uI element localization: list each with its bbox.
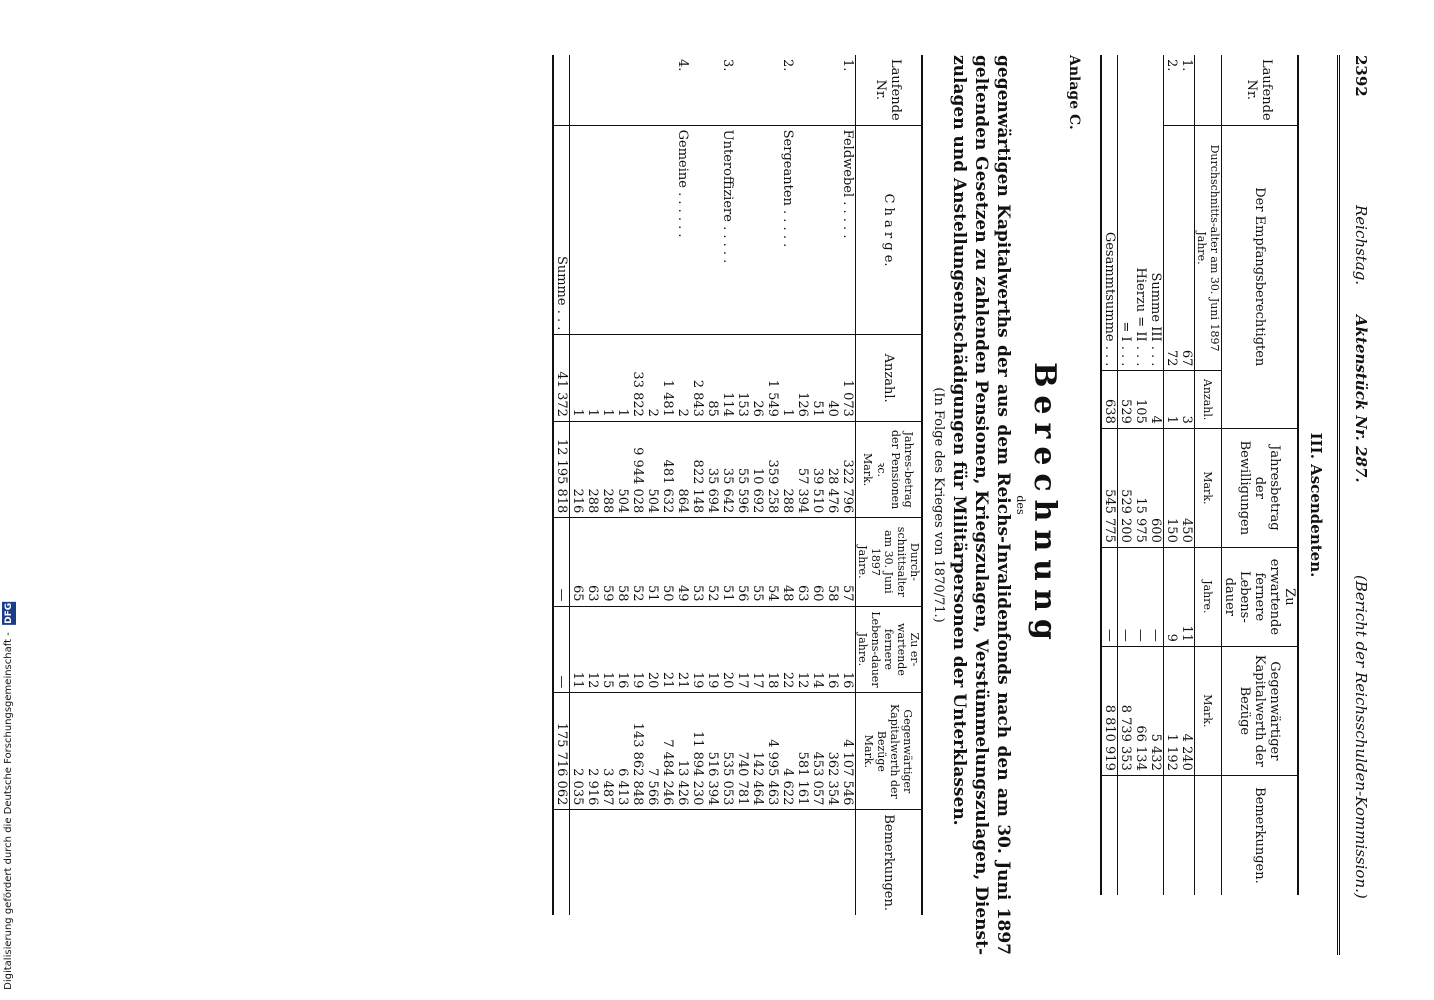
t2-row (615, 55, 630, 915)
t2-durchschnittsalter: 50 (660, 518, 675, 606)
t2-charge (570, 125, 586, 335)
s3-bem (1179, 775, 1195, 895)
t2-durchschnittsalter: 54 (765, 518, 780, 606)
s3-sum-lebensdauer: — (1133, 547, 1148, 646)
t2-jahresbetrag: 288 (600, 421, 615, 517)
t2-nr: 2. (780, 55, 795, 125)
t2-charge: Feldwebel . . . . . (840, 125, 856, 335)
t2-row (645, 55, 660, 915)
s3-sum-jahresbetrag: 529 200 (1118, 428, 1134, 547)
t2-kapitalwerth: 143 862 848 (630, 693, 645, 810)
t2-charge (705, 125, 720, 335)
t2-anzahl: 1 (585, 335, 600, 422)
s3-sum-bem (1118, 775, 1134, 895)
t2-lebensdauer: 16 (825, 606, 840, 693)
t2-durchschnittsalter: 51 (720, 518, 735, 606)
t2-charge: Unteroffiziere . . . . . (720, 125, 735, 335)
s3-alter: 72 (1164, 125, 1180, 371)
t2-bem (615, 810, 630, 915)
s3-nr: 1. (1179, 55, 1195, 125)
t2-lebensdauer: 21 (660, 606, 675, 693)
t2-col-zu (856, 606, 923, 693)
t2-col-zu-label: Zu er-wartende fernere Lebens-dauer (869, 611, 921, 688)
t2-summe-nr (553, 55, 570, 125)
t2-kapitalwerth: 11 894 230 (690, 693, 705, 810)
t2-row (735, 55, 750, 915)
t2-anzahl: 26 (750, 335, 765, 422)
t2-kapitalwerth: 2 035 (570, 693, 586, 810)
t2-charge (825, 125, 840, 335)
t2-kapitalwerth: 7 484 246 (660, 693, 675, 810)
t2-anzahl: 114 (720, 335, 735, 422)
s3-zu-unit: Jahre. (1195, 547, 1222, 646)
t2-anzahl: 51 (810, 335, 825, 422)
t2-lebensdauer: 19 (690, 606, 705, 693)
t2-lebensdauer: 15 (600, 606, 615, 693)
t2-lebensdauer: 19 (630, 606, 645, 693)
t2-jahresbetrag: 288 (585, 421, 600, 517)
t2-nr (690, 55, 705, 125)
t2-kapitalwerth: 362 354 (825, 693, 840, 810)
s3-bem (1164, 775, 1180, 895)
t2-anzahl: 33 822 (630, 335, 645, 422)
t2-row (780, 55, 795, 915)
t2-nr (660, 55, 675, 125)
berechnung-body: gegenwärtigen Kapitalwerths der aus dem Reichs-Invalidenfonds nach den am 30. Juni 1897 geltenden Gesetzen zu zahlenden Pensionen, Kriegszulagen, Verstümmelungszulagen, Dienst-zulagen und Anstellungsentschädigungen für Militärpersonen der Unterklassen. (949, 55, 1013, 956)
t2-jahresbetrag: 55 596 (735, 421, 750, 517)
s3-sum-row (1148, 55, 1164, 895)
s3-unit-durch (1195, 125, 1222, 371)
t2-lebensdauer: 11 (570, 606, 586, 693)
s3-lebensdauer: 11 (1179, 547, 1195, 646)
anlage-label: Anlage C. (1066, 55, 1082, 130)
s3-anzahl: 3 (1179, 371, 1195, 428)
t2-row (600, 55, 615, 915)
s3-sum-anzahl: 4 (1148, 371, 1164, 428)
t2-row (825, 55, 840, 915)
t2-durchschnittsalter: 52 (630, 518, 645, 606)
t2-bem (630, 810, 645, 915)
t2-charge (600, 125, 615, 335)
t2-lebensdauer: 20 (720, 606, 735, 693)
t2-kapitalwerth: 581 161 (795, 693, 810, 810)
s3-kapitalwerth: 1 192 (1164, 646, 1180, 775)
s3-nr: 2. (1164, 55, 1180, 125)
s3-sum-kapitalwerth: 5 432 (1148, 646, 1164, 775)
berechnung-des: des (1014, 495, 1027, 515)
t2-jahresbetrag: 57 394 (795, 421, 810, 517)
t2-bem (570, 810, 586, 915)
t2-charge (645, 125, 660, 335)
t2-charge (690, 125, 705, 335)
t2-nr: 4. (675, 55, 690, 125)
t2-col-jahres-label: Jahres-betrag der Pensionen ꝛc. (875, 429, 916, 510)
t2-bem (690, 810, 705, 915)
t2-row (705, 55, 720, 915)
t2-jahresbetrag: 481 632 (660, 421, 675, 517)
s3-sum-lebensdauer: — (1101, 547, 1118, 646)
t2-charge (660, 125, 675, 335)
t2-kapitalwerth: 6 413 (615, 693, 630, 810)
s3-sum-row (1118, 55, 1134, 895)
t2-charge (765, 125, 780, 335)
t2-durchschnittsalter: 58 (615, 518, 630, 606)
t2-nr (705, 55, 720, 125)
t2-kapitalwerth: 516 394 (705, 693, 720, 810)
t2-charge (585, 125, 600, 335)
main-table (552, 55, 923, 915)
t2-charge: Gemeine . . . . . . (675, 125, 690, 335)
t2-jahresbetrag: 864 (675, 421, 690, 517)
s3-sum-jahresbetrag: 600 (1148, 428, 1164, 547)
digitization-note (2, 602, 16, 990)
t2-summe-lebensdauer: — (553, 606, 570, 693)
t2-lebensdauer: 17 (750, 606, 765, 693)
t2-lebensdauer: 18 (765, 606, 780, 693)
t2-kapitalwerth: 4 107 546 (840, 693, 856, 810)
s3-sum-anzahl: 105 (1133, 371, 1148, 428)
t2-row (765, 55, 780, 915)
t2-summe-durch: — (553, 518, 570, 606)
t2-jahresbetrag: 35 642 (720, 421, 735, 517)
t2-bem (585, 810, 600, 915)
section3-table (1100, 55, 1299, 895)
header-bericht: (Bericht der Reichsschulden-Kommission.) (1352, 575, 1370, 899)
s3-sum-label: = I . . . (1118, 55, 1134, 371)
t2-summe-anzahl: 41 372 (553, 335, 570, 422)
t2-kapitalwerth: 7 566 (645, 693, 660, 810)
s3-col-group (1222, 125, 1299, 428)
t2-nr (600, 55, 615, 125)
berechnung-note: (In Folge des Krieges von 1870/71.) (931, 387, 946, 623)
t2-anzahl: 153 (735, 335, 750, 422)
t2-durch-unit: Jahre. (856, 545, 869, 579)
s3-alter: 67 (1179, 125, 1195, 371)
t2-kapitalwerth: 3 487 (600, 693, 615, 810)
t2-summe-label: Summe . . . (553, 125, 570, 335)
s3-sum-label: Summe III . . . (1148, 55, 1164, 371)
t2-durchschnittsalter: 58 (825, 518, 840, 606)
s3-col-laufende: Laufende Nr. (1222, 55, 1299, 125)
t2-nr (810, 55, 825, 125)
section3-title: III. Ascendenten. (1307, 432, 1325, 578)
s3-kap-unit: Mark. (1195, 646, 1222, 775)
t2-kapitalwerth: 2 916 (585, 693, 600, 810)
s3-col-durch: Durchschnitts-alter am 30. Juni 1897 (1208, 144, 1221, 352)
t2-kapitalwerth: 13 426 (675, 693, 690, 810)
s3-sum-jahresbetrag: 545 775 (1101, 428, 1118, 547)
t2-anzahl: 2 (645, 335, 660, 422)
s3-sum-bem (1133, 775, 1148, 895)
t2-durchschnittsalter: 57 (840, 518, 856, 606)
s3-sum-kapitalwerth: 66 134 (1133, 646, 1148, 775)
t2-row (585, 55, 600, 915)
t2-kapitalwerth: 453 057 (810, 693, 825, 810)
t2-col-jahres (856, 421, 923, 517)
t2-col-durch-label: Durch-schnittsalter am 30. Juni 1897 (869, 526, 921, 598)
t2-nr (570, 55, 586, 125)
t2-durchschnittsalter: 52 (705, 518, 720, 606)
t2-lebensdauer: 19 (705, 606, 720, 693)
t2-lebensdauer: 16 (840, 606, 856, 693)
t2-charge (630, 125, 645, 335)
t2-jahresbetrag: 504 (645, 421, 660, 517)
t2-lebensdauer: 12 (795, 606, 810, 693)
t2-bem (795, 810, 810, 915)
s3-sum-lebensdauer: — (1118, 547, 1134, 646)
t2-jahresbetrag: 28 476 (825, 421, 840, 517)
t2-lebensdauer: 17 (735, 606, 750, 693)
t2-anzahl: 1 (615, 335, 630, 422)
t2-jahresbetrag: 35 694 (705, 421, 720, 517)
t2-row (630, 55, 645, 915)
t2-anzahl: 1 481 (660, 335, 675, 422)
t2-row (810, 55, 825, 915)
s3-col-anzahl: Anzahl. (1195, 371, 1222, 428)
t2-durchschnittsalter: 53 (690, 518, 705, 606)
t2-charge: Sergeanten . . . . . (780, 125, 795, 335)
t2-nr (645, 55, 660, 125)
t2-nr (735, 55, 750, 125)
t2-durchschnittsalter: 63 (795, 518, 810, 606)
t2-charge (615, 125, 630, 335)
s3-sum-jahresbetrag: 15 975 (1133, 428, 1148, 547)
t2-durchschnittsalter: 48 (780, 518, 795, 606)
t2-col-anzahl: Anzahl. (856, 335, 923, 422)
t2-zu-unit: Jahre. (856, 632, 869, 667)
t2-charge (750, 125, 765, 335)
s3-sum-row (1101, 55, 1118, 895)
t2-row (840, 55, 856, 915)
t2-nr: 3. (720, 55, 735, 125)
s3-kapitalwerth: 4 240 (1179, 646, 1195, 775)
t2-kapitalwerth: 142 464 (750, 693, 765, 810)
t2-jahresbetrag: 39 510 (810, 421, 825, 517)
t2-kap-unit: Mark. (862, 734, 876, 768)
t2-summe-kapitalwerth: 175 716 062 (553, 693, 570, 810)
t2-bem (705, 810, 720, 915)
t2-anzahl: 1 073 (840, 335, 856, 422)
dfg-logo: DFG (4, 603, 14, 625)
t2-col-durch (856, 518, 923, 606)
t2-durchschnittsalter: 63 (585, 518, 600, 606)
s3-lebensdauer: 9 (1164, 547, 1180, 646)
page-header (1337, 55, 1380, 955)
t2-col-charge: C h a r g e. (856, 125, 923, 335)
t2-charge (735, 125, 750, 335)
s3-sum-anzahl: 529 (1118, 371, 1134, 428)
s3-unit-empty (1195, 55, 1222, 125)
t2-durchschnittsalter: 60 (810, 518, 825, 606)
rotated-content (552, 55, 1380, 955)
t2-anzahl: 126 (795, 335, 810, 422)
t2-anzahl: 1 549 (765, 335, 780, 422)
t2-jahresbetrag: 288 (780, 421, 795, 517)
t2-anzahl: 40 (825, 335, 840, 422)
s3-row (1179, 55, 1195, 895)
s3-sum-anzahl: 638 (1101, 371, 1118, 428)
t2-durchschnittsalter: 59 (600, 518, 615, 606)
t2-jahresbetrag: 322 796 (840, 421, 856, 517)
s3-unit-empty2 (1195, 775, 1222, 895)
s3-col-empf: Der Empfangsberechtigten (1252, 187, 1267, 367)
header-reichstag: Reichstag. (1352, 205, 1370, 286)
s3-jahres-unit: Mark. (1195, 428, 1222, 547)
s3-sum-kapitalwerth: 8 810 919 (1101, 646, 1118, 775)
t2-bem (825, 810, 840, 915)
s3-jahresbetrag: 150 (1164, 428, 1180, 547)
s3-sum-lebensdauer: — (1148, 547, 1164, 646)
t2-lebensdauer: 14 (810, 606, 825, 693)
t2-nr (630, 55, 645, 125)
t2-col-kap-label: Gegenwärtiger Kapitalwerth der Bezüge (875, 703, 915, 799)
page-number: 2392 (1352, 55, 1370, 97)
s3-sum-row (1133, 55, 1148, 895)
t2-lebensdauer: 20 (645, 606, 660, 693)
t2-jahresbetrag: 216 (570, 421, 586, 517)
t2-anzahl: 1 (600, 335, 615, 422)
t2-anzahl: 1 (780, 335, 795, 422)
s3-col-jahres: Jahresbetrag der Bewilligungen (1222, 428, 1299, 547)
t2-summe-bem (553, 810, 570, 915)
t2-nr: 1. (840, 55, 856, 125)
t2-kapitalwerth: 4 622 (780, 693, 795, 810)
berechnung-title: Berechnung (1027, 362, 1062, 648)
t2-jahresbetrag: 10 692 (750, 421, 765, 517)
t2-row (675, 55, 690, 915)
t2-bem (645, 810, 660, 915)
t2-jahresbetrag: 504 (615, 421, 630, 517)
t2-jahresbetrag: 9 944 028 (630, 421, 645, 517)
t2-bem (765, 810, 780, 915)
t2-anzahl: 1 (570, 335, 586, 422)
t2-col-bem: Bemerkungen. (881, 814, 896, 911)
t2-lebensdauer: 12 (585, 606, 600, 693)
t2-bem (675, 810, 690, 915)
t2-nr (750, 55, 765, 125)
t2-charge (810, 125, 825, 335)
t2-nr (765, 55, 780, 125)
t2-durchschnittsalter: 56 (735, 518, 750, 606)
t2-durchschnittsalter: 55 (750, 518, 765, 606)
t2-charge (795, 125, 810, 335)
t2-anzahl: 85 (705, 335, 720, 422)
s3-sum-bem (1101, 775, 1118, 895)
t2-durchschnittsalter: 65 (570, 518, 586, 606)
t2-jahresbetrag: 822 148 (690, 421, 705, 517)
t2-durchschnittsalter: 49 (675, 518, 690, 606)
s3-sum-label: Gesammtsumme . . . (1101, 55, 1118, 371)
s3-col-kap: Gegenwärtiger Kapitalwerth der Bezüge (1222, 646, 1299, 775)
t2-bem (720, 810, 735, 915)
t2-lebensdauer: 22 (780, 606, 795, 693)
t2-lebensdauer: 21 (675, 606, 690, 693)
t2-jahres-unit: Mark. (861, 452, 875, 487)
t2-kapitalwerth: 740 781 (735, 693, 750, 810)
t2-row (750, 55, 765, 915)
t2-summe-row (553, 55, 570, 915)
t2-row (690, 55, 705, 915)
t2-row (570, 55, 586, 915)
t2-bem (810, 810, 825, 915)
s3-col-bem: Bemerkungen. (1252, 787, 1267, 884)
header-aktenstueck: Aktenstück Nr. 287. (1352, 315, 1370, 483)
t2-col-nr: Laufende Nr. (856, 55, 923, 125)
t2-anzahl: 2 843 (690, 335, 705, 422)
s3-sum-label: Hierzu = II . . . (1133, 55, 1148, 371)
t2-kapitalwerth: 4 995 463 (765, 693, 780, 810)
t2-nr (825, 55, 840, 125)
s3-row (1164, 55, 1180, 895)
t2-bem (780, 810, 795, 915)
s3-durch-unit: Jahre. (1195, 231, 1208, 265)
t2-bem (840, 810, 856, 915)
t2-lebensdauer: 16 (615, 606, 630, 693)
s3-sum-kapitalwerth: 8 739 353 (1118, 646, 1134, 775)
s3-anzahl: 1 (1164, 371, 1180, 428)
s3-sum-bem (1148, 775, 1164, 895)
t2-bem (600, 810, 615, 915)
t2-nr (585, 55, 600, 125)
t2-body (553, 55, 856, 915)
s3-jahresbetrag: 450 (1179, 428, 1195, 547)
t2-row (660, 55, 675, 915)
t2-bem (735, 810, 750, 915)
t2-row (795, 55, 810, 915)
t2-nr (795, 55, 810, 125)
t2-nr (615, 55, 630, 125)
t2-bem (750, 810, 765, 915)
t2-summe-jahresbetrag: 12 195 818 (553, 421, 570, 517)
t2-kapitalwerth: 535 053 (720, 693, 735, 810)
t2-anzahl: 2 (675, 335, 690, 422)
t2-jahresbetrag: 359 258 (765, 421, 780, 517)
t2-durchschnittsalter: 51 (645, 518, 660, 606)
s3-col-zu: Zu erwartende fernere Lebens-dauer (1222, 547, 1299, 646)
s3-body (1101, 55, 1195, 895)
t2-row (720, 55, 735, 915)
t2-col-kap (856, 693, 923, 810)
t2-bem (660, 810, 675, 915)
digitization-text: Digitalisierung gefördert durch die Deutsche Forschungsgemeinschaft - (3, 632, 14, 990)
